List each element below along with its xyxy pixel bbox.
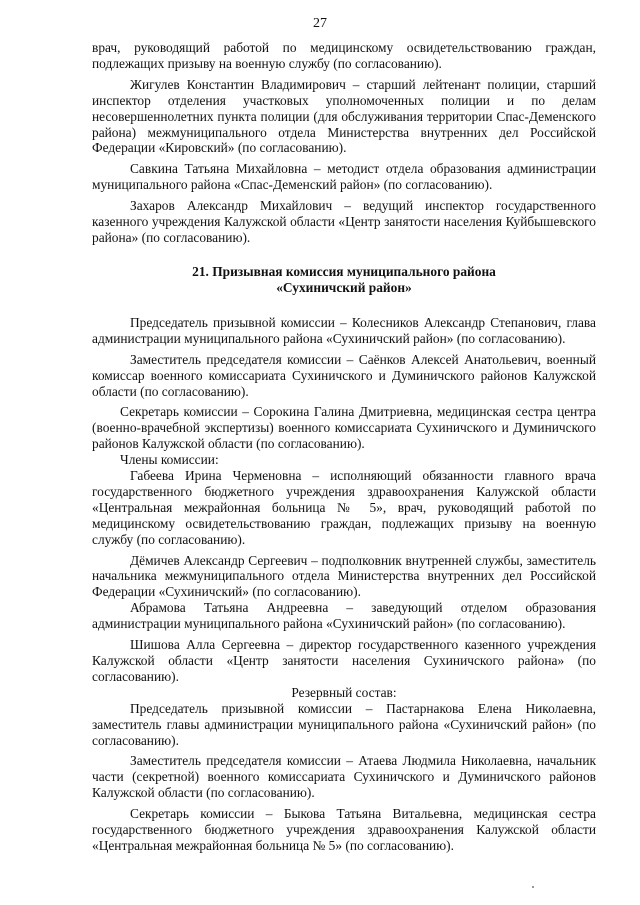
document-body [92, 40, 596, 854]
paragraph-continuation: врач, руководящий работой по медицинскому освидетельствованию граждан, подлежащих призыву на военную службу (по согласованию). [92, 40, 596, 71]
paragraph-member-zakharov: Захаров Александр Михайлович – ведущий инспектор государственного казенного учреждения Калужской области «Центр занятости населения Куйбышевского района» (по согласованию). [92, 198, 596, 245]
paragraph-reserve-deputy: Заместитель председателя комиссии – Атаева Людмила Николаевна, начальник части (секретной) военного комиссариата Сухиничского и Думиничского районов Калужской области (по согласованию). [92, 753, 596, 801]
paragraph-member-abramova: Абрамова Татьяна Андреевна – заведующий отделом образования администрации муниципального района «Сухиничский район» (по согласованию). [92, 600, 596, 632]
paragraph-member-demichev: Дёмичев Александр Сергеевич – подполковник внутренней службы, заместитель начальника межмуниципального отдела Министерства внутренних дел Российской Федерации «Сухиничский» (по согласованию). [92, 552, 596, 600]
paragraph-member-shishova: Шишова Алла Сергеевна – директор государственного казенного учреждения Калужской области «Центр занятости населения Сухиничского района» (по согласованию). [92, 637, 596, 684]
members-heading: Члены комиссии: [120, 452, 219, 468]
page-number: 27 [313, 16, 327, 31]
paragraph-secretary: Секретарь комиссии – Сорокина Галина Дмитриевна, медицинская сестра центра (военно-врачебной экспертизы) военного комиссариата Сухиничского и Думиничского районов Калужской области (по согласованию). [92, 404, 596, 452]
paragraph-reserve-chairman: Председатель призывной комиссии – Пастарнакова Елена Николаевна, заместитель главы администрации муниципального района «Сухиничский район» (по согласованию). [92, 700, 596, 748]
section-title-line-1: 21. Призывная комиссия муниципального района [192, 263, 496, 279]
paragraph-member-savkina: Савкина Татьяна Михайловна – методист отдела образования администрации муниципального района «Спас-Деменский район» (по согласованию). [92, 161, 596, 193]
scan-artifact [532, 886, 534, 888]
paragraph-deputy: Заместитель председателя комиссии – Саёнков Алексей Анатольевич, военный комиссар военного комиссариата Сухиничского и Думиничского районов Калужской области (по согласованию). [92, 351, 596, 399]
section-title [92, 264, 596, 296]
reserve-heading: Резервный состав: [291, 684, 397, 700]
paragraph-reserve-secretary: Секретарь комиссии – Быкова Татьяна Витальевна, медицинская сестра государственного бюджетного учреждения здравоохранения Калужской области «Центральная межрайонная больница № 5» (по согласованию). [92, 806, 596, 853]
section-title-line-2: «Сухиничский район» [276, 279, 412, 295]
paragraph-member-zhigulev: Жигулев Константин Владимирович – старший лейтенант полиции, старший инспектор отделения участковых уполномоченных полиции и по делам несовершеннолетних пункта полиции (для обслуживания территории Спас-Деменского района) межмуниципального отдела Министерства внутренних дел Российской Федерации «Кировский» (по согласованию). [92, 76, 596, 156]
paragraph-chairman: Председатель призывной комиссии – Колесников Александр Степанович, глава администрации муниципального района «Сухиничский район» (по согласованию). [92, 314, 596, 346]
paragraph-member-gabeeva: Габеева Ирина Черменовна – исполняющий обязанности главного врача государственного бюджетного учреждения здравоохранения Калужской области «Центральная межрайонная больница № 5», врач, руководящий работой по медицинскому освидетельствованию граждан, подлежащих призыву на военную службу (по согласованию). [92, 468, 596, 547]
